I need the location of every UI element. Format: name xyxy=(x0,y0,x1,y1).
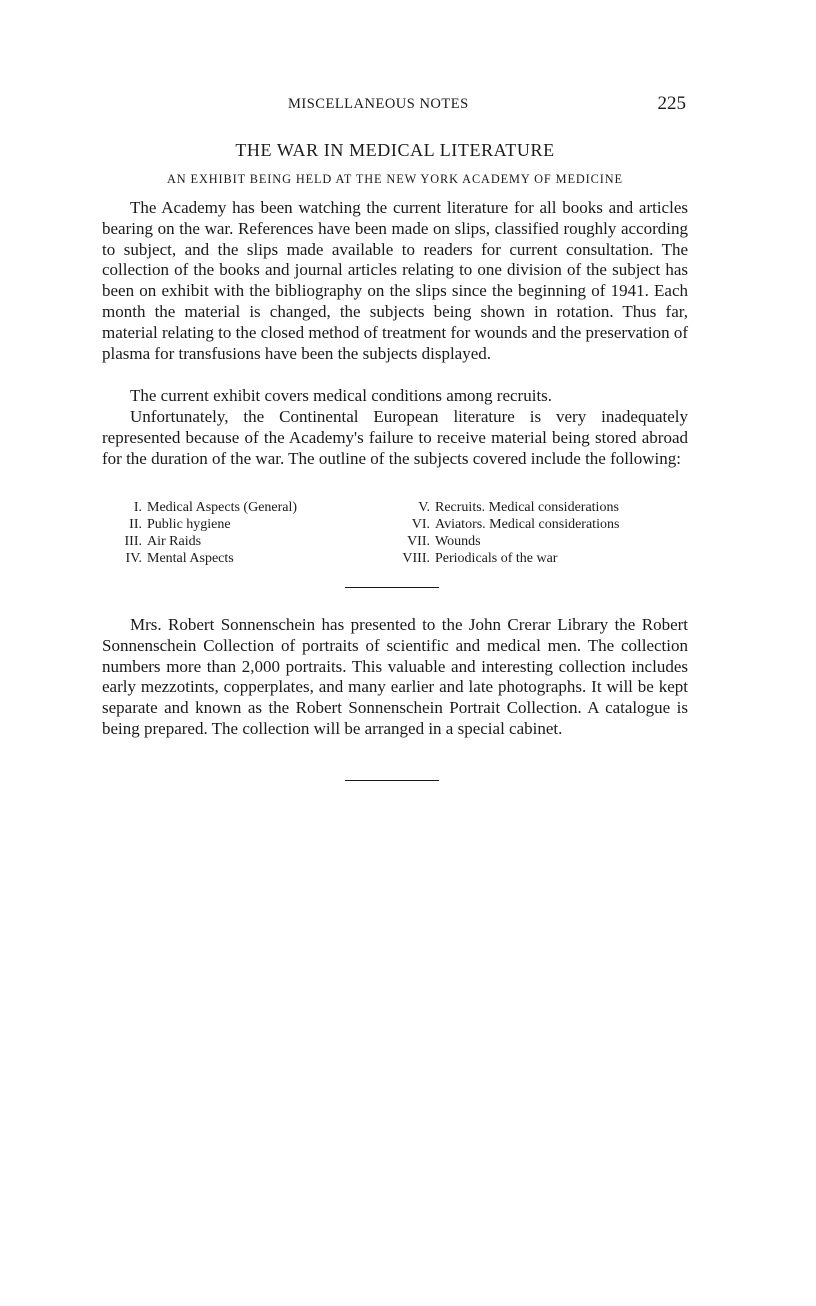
section-divider xyxy=(345,587,439,588)
outline-column-right xyxy=(388,499,688,567)
outline-text: Recruits. Medical considerations xyxy=(435,500,619,515)
outline-numeral: I. xyxy=(133,500,142,515)
outline-text: Public hygiene xyxy=(147,517,231,532)
outline-numeral: VI. xyxy=(411,517,430,532)
outline-text: Periodicals of the war xyxy=(435,551,558,566)
outline-text: Wounds xyxy=(435,534,481,549)
section-divider xyxy=(345,780,439,781)
outline-text: Mental Aspects xyxy=(147,551,234,566)
paragraph-current-exhibit: The current exhibit covers medical conditions among recruits. xyxy=(130,386,553,405)
paragraph-literature-note: Unfortunately, the Continental European literature is very inadequately represented because of the Academy's failure to receive material being stored abroad for the duration of the war. The outline of the subjects covered include the following: xyxy=(102,407,688,468)
running-head xyxy=(102,93,688,120)
article-subtitle: AN EXHIBIT BEING HELD AT THE NEW YORK ACADEMY OF MEDICINE xyxy=(167,172,623,186)
outline-item xyxy=(388,499,688,516)
outline-item xyxy=(102,499,362,516)
paragraph-exhibit-intro: The Academy has been watching the current literature for all books and articles bearing on the war. References have been made on slips, classified roughly according to subject, and the slips made available to readers for current consultation. The collection of the books and journal articles relating to one division of the subject has been on exhibit with the bibliography on the slips since the beginning of 1941. Each month the material is changed, the subjects being shown in rotation. Thus far, material relating to the closed method of treatment for wounds and the preservation of plasma for transfusions have been the subjects displayed. xyxy=(102,198,688,363)
outline-item xyxy=(102,550,362,567)
outline-item xyxy=(102,516,362,533)
subject-outline xyxy=(102,499,688,569)
paragraph-sonnenschein-collection: Mrs. Robert Sonnenschein has presented to the John Crerar Library the Robert Sonnenschein Collection of portraits of scientific and medical men. The collection numbers more than 2,000 portraits. This valuable and interesting collection includes early mezzotints, copperplates, and many earlier and late photographs. It will be kept separate and known as the Robert Sonnenschein Portrait Collection. A catalogue is being prepared. The collection will be arranged in a special cabinet. xyxy=(102,615,688,738)
running-title: MISCELLANEOUS NOTES xyxy=(288,96,469,112)
page-number: 225 xyxy=(657,93,686,114)
article-title: THE WAR IN MEDICAL LITERATURE xyxy=(235,140,555,160)
outline-text: Air Raids xyxy=(147,534,202,549)
outline-numeral: VII. xyxy=(407,534,430,549)
outline-item xyxy=(102,533,362,550)
outline-numeral: II. xyxy=(129,517,142,532)
outline-numeral: VIII. xyxy=(402,551,430,566)
outline-numeral: V. xyxy=(418,500,430,515)
outline-column-left xyxy=(102,499,362,567)
outline-item xyxy=(388,516,688,533)
outline-text: Medical Aspects (General) xyxy=(147,500,298,515)
outline-numeral: III. xyxy=(124,534,142,549)
outline-item xyxy=(388,533,688,550)
outline-item xyxy=(388,550,688,567)
outline-numeral: IV. xyxy=(125,551,142,566)
outline-text: Aviators. Medical considerations xyxy=(435,517,620,532)
